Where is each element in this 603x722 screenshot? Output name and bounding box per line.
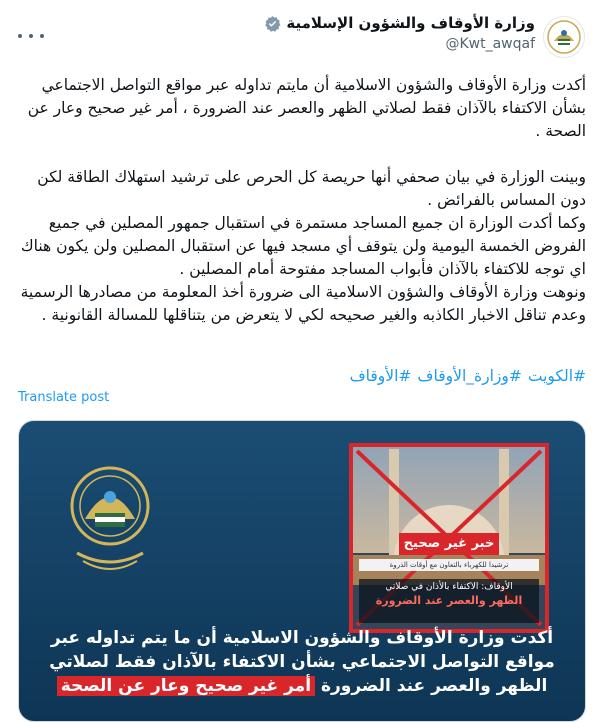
caption-line-1: الأوقاف: الاكتفاء بالأذان في صلاتي <box>385 582 513 592</box>
fake-news-graphic <box>349 443 549 633</box>
post-image[interactable] <box>18 420 586 722</box>
ministry-emblem-icon <box>546 19 582 55</box>
news-caption <box>359 579 539 623</box>
more-options-icon[interactable] <box>18 26 44 46</box>
hashtag-link[interactable]: #وزارة_الأوقاف <box>417 367 522 385</box>
hashtag-link[interactable]: #الكويت <box>527 367 586 385</box>
author-avatar[interactable] <box>543 16 585 58</box>
author-info[interactable] <box>264 14 535 52</box>
ministry-logo-icon <box>65 461 155 581</box>
news-strip: ترشيدا للكهرباء بالتعاون مع أوقات الذروة <box>359 559 539 571</box>
image-statement <box>39 626 565 698</box>
post-text: أكدت وزارة الأوقاف والشؤون الاسلامية أن مايتم تداوله عبر مواقع التواصل الاجتماعي بشأن الاكتفاء بالآذان فقط لصلاتي الظهر والعصر عند الضرورة ، أمر غير صحيح وعار عن الصحة . وبينت الوزارة في بيان صحفي أنها حريصة كل الحرص على ترشيد استهلاك الطاقة لكن دون المساس بالفرائض . وكما أكدت الوزارة ان جميع المساجد مستمرة في استقبال جمهور المصلين في جميع الفروض الخمسة اليومية ولن يتوقف أي مسجد فيها عن استقبال المصلين ولن يكون هناك اي توجه للاكتفاء بالآذان فأبواب المساجد مفتوحة أمام المصلين . ونوهت وزارة الأوقاف والشؤون الاسلامية الى ضرورة أخذ المعلومة من مصادرها الرسمية وعدم تناقل الاخبار الكاذبه والغير صحيحه لكي لا يتعرض من يتناقلها للمسالة القانونية . <box>20 76 586 324</box>
verified-badge-icon <box>264 15 281 32</box>
image-statement-highlight: أمر غير صحيح وعار عن الصحة <box>57 676 315 696</box>
hashtag-link[interactable]: #الأوقاف <box>349 367 412 385</box>
author-display-name[interactable]: وزارة الأوقاف والشؤون الإسلامية <box>286 14 535 32</box>
caption-line-2: الظهر والعصر عند الضرورة <box>375 594 523 607</box>
author-handle[interactable]: @Kwt_awqaf <box>445 36 535 52</box>
fake-news-label: خبر غير صحيح <box>399 533 499 555</box>
translate-post-link[interactable]: Translate post <box>18 390 110 405</box>
hashtag-list <box>18 365 586 388</box>
image-statement-main: أكدت وزارة الأوقاف والشؤون الاسلامية أن ما يتم تداوله عبر مواقع التواصل الاجتماعي بشأن الاكتفاء بالآذان فقط لصلاتي الظهر والعصر عند الضرورة <box>43 628 555 696</box>
post-header <box>0 0 603 70</box>
